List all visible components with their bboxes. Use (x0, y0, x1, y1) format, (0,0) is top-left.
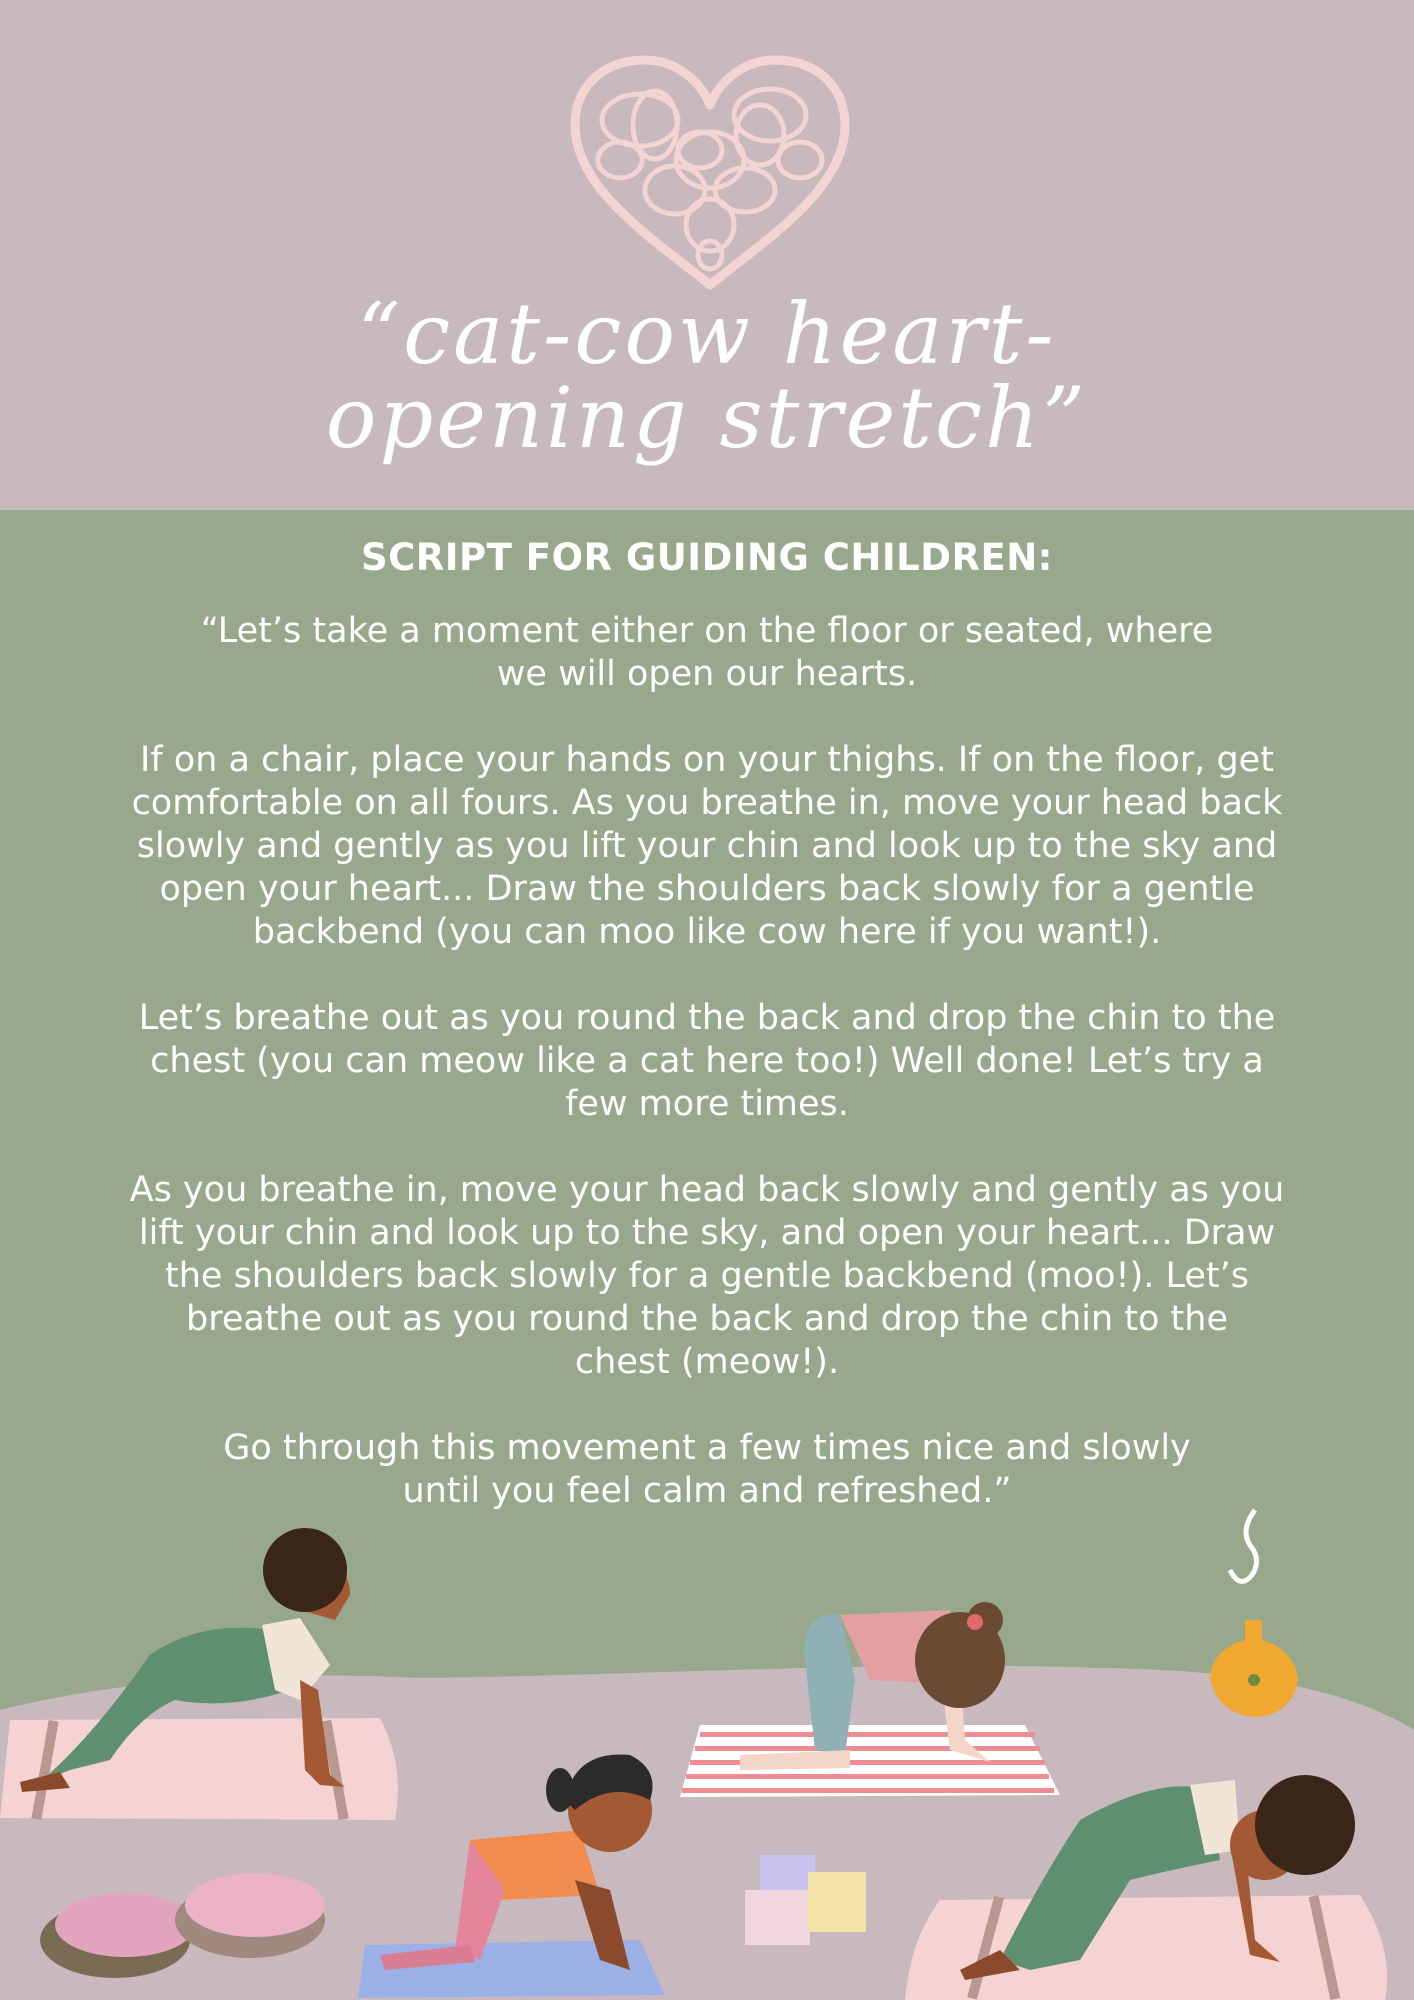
aroma-diffuser-icon (1210, 1510, 1298, 1717)
script-line: breathe out as you round the back and drop the chin to the (186, 1299, 1228, 1339)
script-line: comfortable on all fours. As you breathe in, move your head back (131, 783, 1283, 823)
script-line: few more times. (565, 1084, 849, 1124)
scribble-heart-icon (560, 50, 860, 300)
script-line: lift your chin and look up to the sky, and open your heart... Draw (138, 1213, 1276, 1253)
script-line: Let’s breathe out as you round the back and drop the chin to the (138, 998, 1276, 1038)
script-line: chest (you can meow like a cat here too!) Well done! Let’s try a (150, 1041, 1264, 1081)
script-line: open your heart... Draw the shoulders back slowly for a gentle (159, 869, 1255, 909)
script-paragraph (40, 1169, 1374, 1384)
script-paragraph (40, 997, 1374, 1126)
script-line: chest (meow!). (574, 1342, 840, 1382)
script-line: backbend (you can moo like cow here if you want!). (252, 912, 1162, 952)
title-line: opening stretch” (325, 369, 1089, 467)
script-line: As you breathe in, move your head back slowly and gently as you (129, 1170, 1285, 1210)
script-line: “Let’s take a moment either on the floor or seated, where (200, 611, 1214, 651)
script-line: we will open our hearts. (496, 654, 918, 694)
title-line: “cat-cow heart- (357, 285, 1057, 383)
woman-cow-pose-icon (0, 1528, 398, 1820)
script-line: If on a chair, place your hands on your thighs. If on the floor, get (140, 740, 1274, 780)
yoga-illustration (0, 1500, 1414, 2000)
script-line: until you feel calm and refreshed.” (402, 1471, 1012, 1511)
script-line: the shoulders back slowly for a gentle backbend (moo!). Let’s (165, 1256, 1249, 1296)
script-line: slowly and gently as you lift your chin and look up to the sky and (136, 826, 1278, 866)
script-line: Go through this movement a few times nice and slowly (223, 1428, 1191, 1468)
script-paragraph (40, 610, 1374, 696)
script-section (40, 532, 1374, 1556)
page-title (0, 285, 1414, 467)
script-heading: SCRIPT FOR GUIDING CHILDREN: (361, 536, 1053, 579)
script-paragraph (40, 739, 1374, 954)
